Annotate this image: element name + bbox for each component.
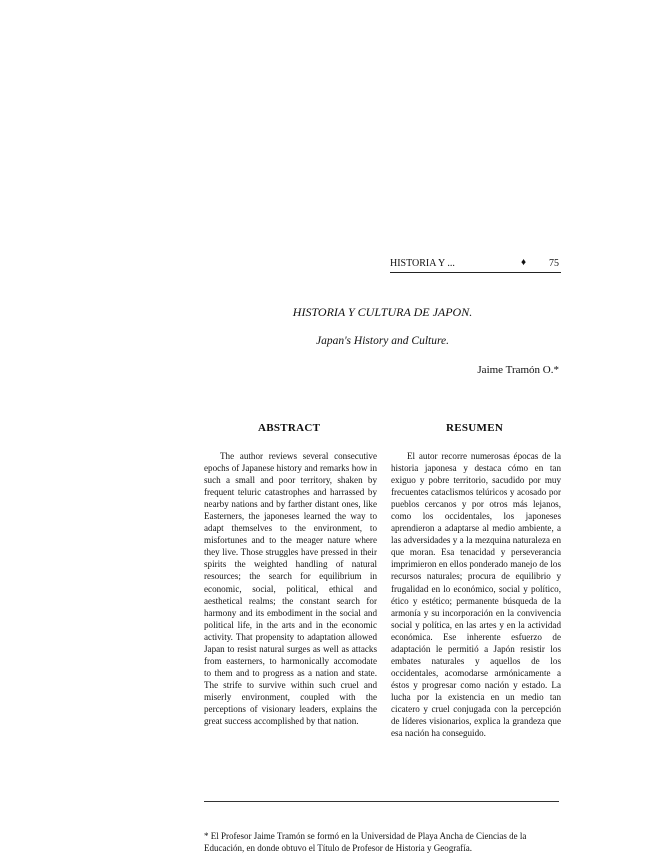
page-number: 75 [549, 258, 559, 269]
running-title: HISTORIA Y ... [390, 258, 455, 269]
article-title: HISTORIA Y CULTURA DE JAPON. [292, 305, 473, 319]
footnote: * El Profesor Jaime Tramón se formó en la Universidad de Playa Ancha de Ciencias de la Educación, en donde obtuvo el Título de Profesor de Historia y Geografía. [204, 831, 527, 853]
abstract-text: The author reviews several consecutive epochs of Japanese history and remarks how in such a small and poor territory, shaken by frequent teluric catastrophes and harrassed by nearby nations and by farther distant ones, like Easterners, the japoneses learned the way to adapt themselves to the environment, to misfortunes and to the meager nature where they live. Those struggles have pressed in their spirits the weighted handling of natural resources; the search for equilibrium in economic, social, political, ethical and aesthetical realms; the constant search for harmony and its embodiment in the social and political life, in the arts and in the economic activity. That propensity to adaptation allowed Japan to resist natural surges as well as attacks from easterners, to harmonically accomodate to them and to progress as a nation and state. The strife to survive within such cruel and miserly environment, coupled with the perceptions of visionary leaders, explains the great success accomplished by that nation. [204, 451, 377, 727]
diamond-icon: ♦ [521, 257, 527, 268]
author-name: Jaime Tramón O.* [477, 364, 559, 376]
resumen-text: El autor recorre numerosas épocas de la historia japonesa y destaca cómo en tan exiguo y pobre territorio, sacudido por muy frecuentes cataclismos telúricos y acosado por pueblos cercanos y por otros más lejanos, como los occidentales, los japoneses aprendieron a adaptarse al medio ambiente, a las adversidades y a la mezquina naturaleza en que moran. Esa tenacidad y perseverancia imprimieron en ellos ponderado manejo de los recursos naturales; procura de equilibrio y frugalidad en lo económico, social y político, ético y estético; permanente búsqueda de la armonía y su incorporación en la convivencia social y política, en las artes y en la actividad económica. Ese inherente esfuerzo de adaptación le permitió a Japón resistir los embates naturales y aquellos de los occidentales, acomodarse armónicamente a éstos y progresar como nación y estado. La lucha por la existencia en un medio tan cicatero y cruel conjugada con la percepción de líderes visionarios, explica la grandeza que esa nación ha conseguido. [391, 451, 561, 739]
running-header [390, 258, 561, 273]
article-subtitle: Japan's History and Culture. [315, 335, 449, 347]
resumen-heading: RESUMEN [446, 422, 504, 434]
abstract-column [204, 450, 377, 727]
abstract-heading: ABSTRACT [258, 422, 321, 434]
footnote-divider [204, 801, 559, 802]
resumen-column [391, 450, 561, 739]
